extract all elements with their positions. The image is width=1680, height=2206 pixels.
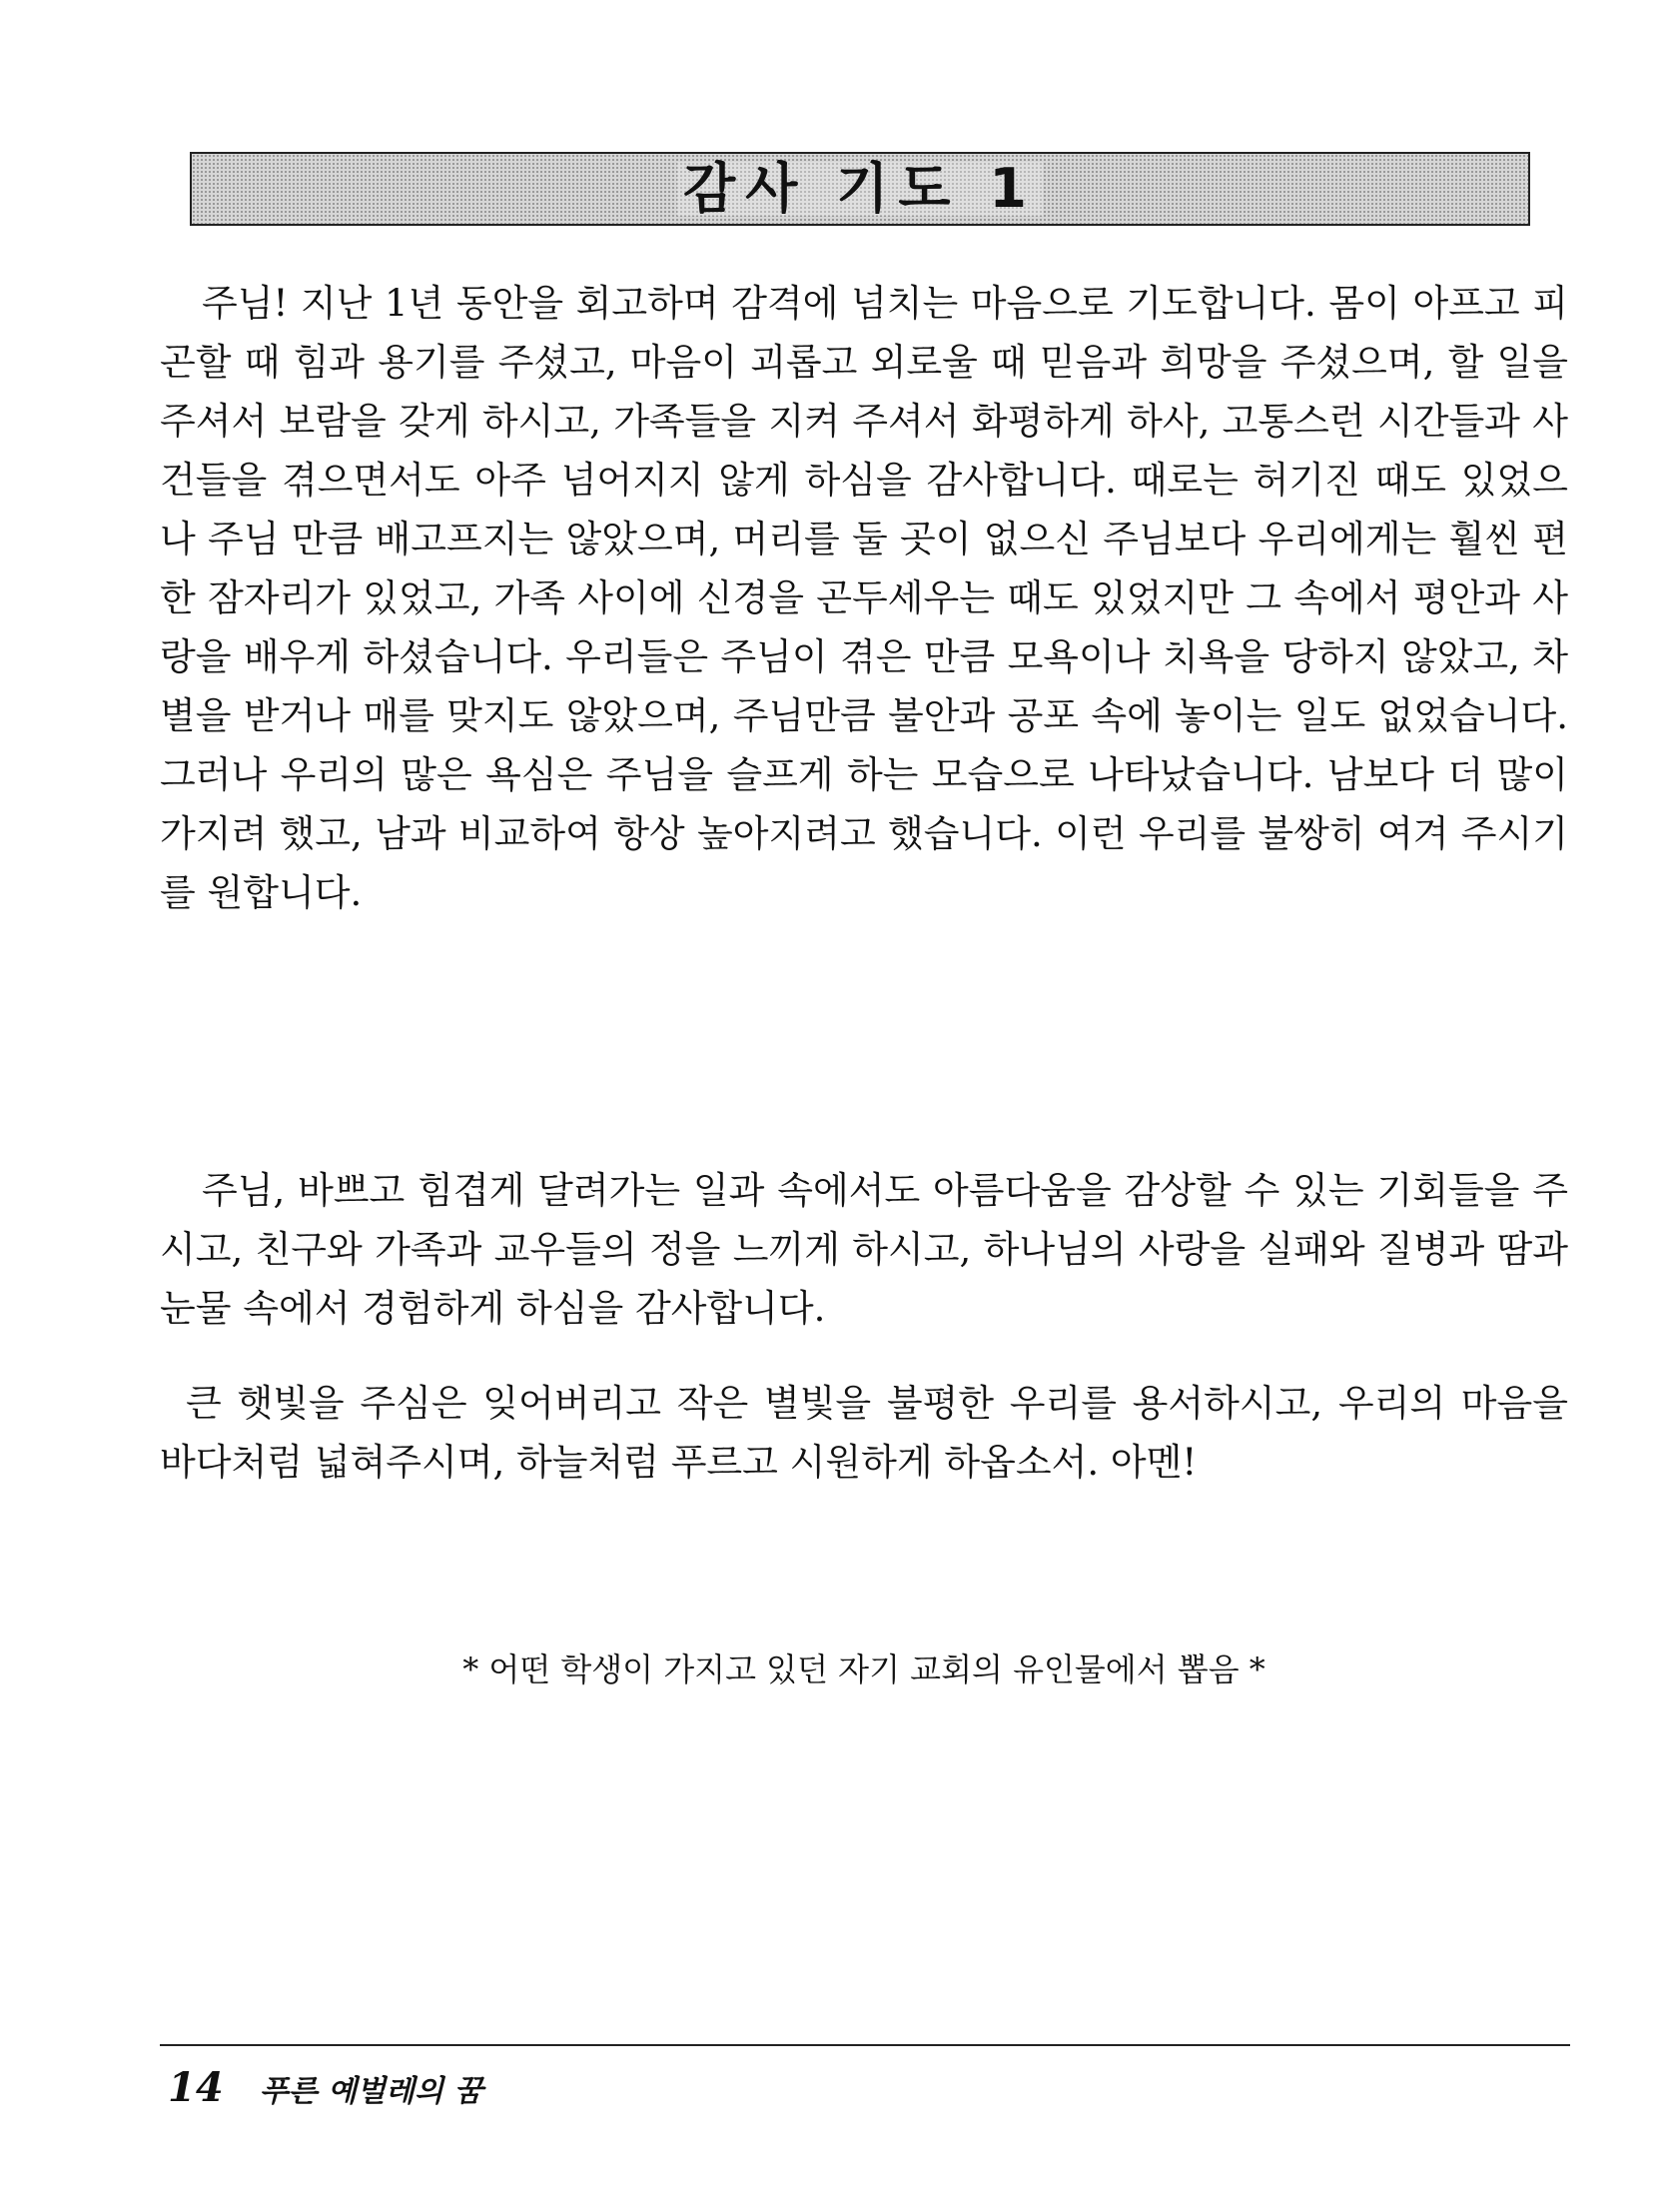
- footer-divider: [160, 2044, 1570, 2046]
- prayer-paragraph-1: 주님! 지난 1년 동안을 회고하며 감격에 넘치는 마음으로 기도합니다. 몸이 아프고 피곤할 때 힘과 용기를 주셨고, 마음이 괴롭고 외로울 때 믿음과 희망을 주셨으며, 할 일을 주셔서 보람을 갖게 하시고, 가족들을 지켜 주셔서 화평하게 하사, 고통스런 시간들과 사건들을 겪으면서도 아주 넘어지지 않게 하심을 감사합니다. 때로는 허기진 때도 있었으나 주님 만큼 배고프지는 않았으며, 머리를 둘 곳이 없으신 주님보다 우리에게는 훨씬 편한 잠자리가 있었고, 가족 사이에 신경을 곤두세우는 때도 있었지만 그 속에서 평안과 사랑을 배우게 하셨습니다. 우리들은 주님이 겪은 만큼 모욕이나 치욕을 당하지 않았고, 차별을 받거나 매를 맞지도 않았으며, 주님만큼 불안과 공포 속에 놓이는 일도 없었습니다. 그러나 우리의 많은 욕심은 주님을 슬프게 하는 모습으로 나타났습니다. 남보다 더 많이 가지려 했고, 남과 비교하여 항상 높아지려고 했습니다. 이런 우리를 불쌍히 여겨 주시기를 원합니다.: [160, 282, 1568, 914]
- prayer-paragraph-2: 주님, 바쁘고 힘겹게 달려가는 일과 속에서도 아름다움을 감상할 수 있는 기회들을 주시고, 친구와 가족과 교우들의 정을 느끼게 하시고, 하나님의 사랑을 실패와 질병과 땀과 눈물 속에서 경험하게 하심을 감사합니다.: [160, 1169, 1568, 1330]
- page-title: 감사 기도 1: [677, 162, 1043, 216]
- source-note: * 어떤 학생이 가지고 있던 자기 교회의 유인물에서 뽑음 *: [462, 1651, 1265, 1688]
- page-number: 14: [168, 2064, 224, 2111]
- page-footer: [168, 2064, 482, 2111]
- title-banner: [190, 152, 1530, 226]
- prayer-paragraph-3: 큰 햇빛을 주심은 잊어버리고 작은 별빛을 불평한 우리를 용서하시고, 우리의 마음을 바다처럼 넓혀주시며, 하늘처럼 푸르고 시원하게 하옵소서. 아멘!: [160, 1382, 1568, 1484]
- running-book-title: 푸른 예벌레의 꿈: [259, 2074, 483, 2109]
